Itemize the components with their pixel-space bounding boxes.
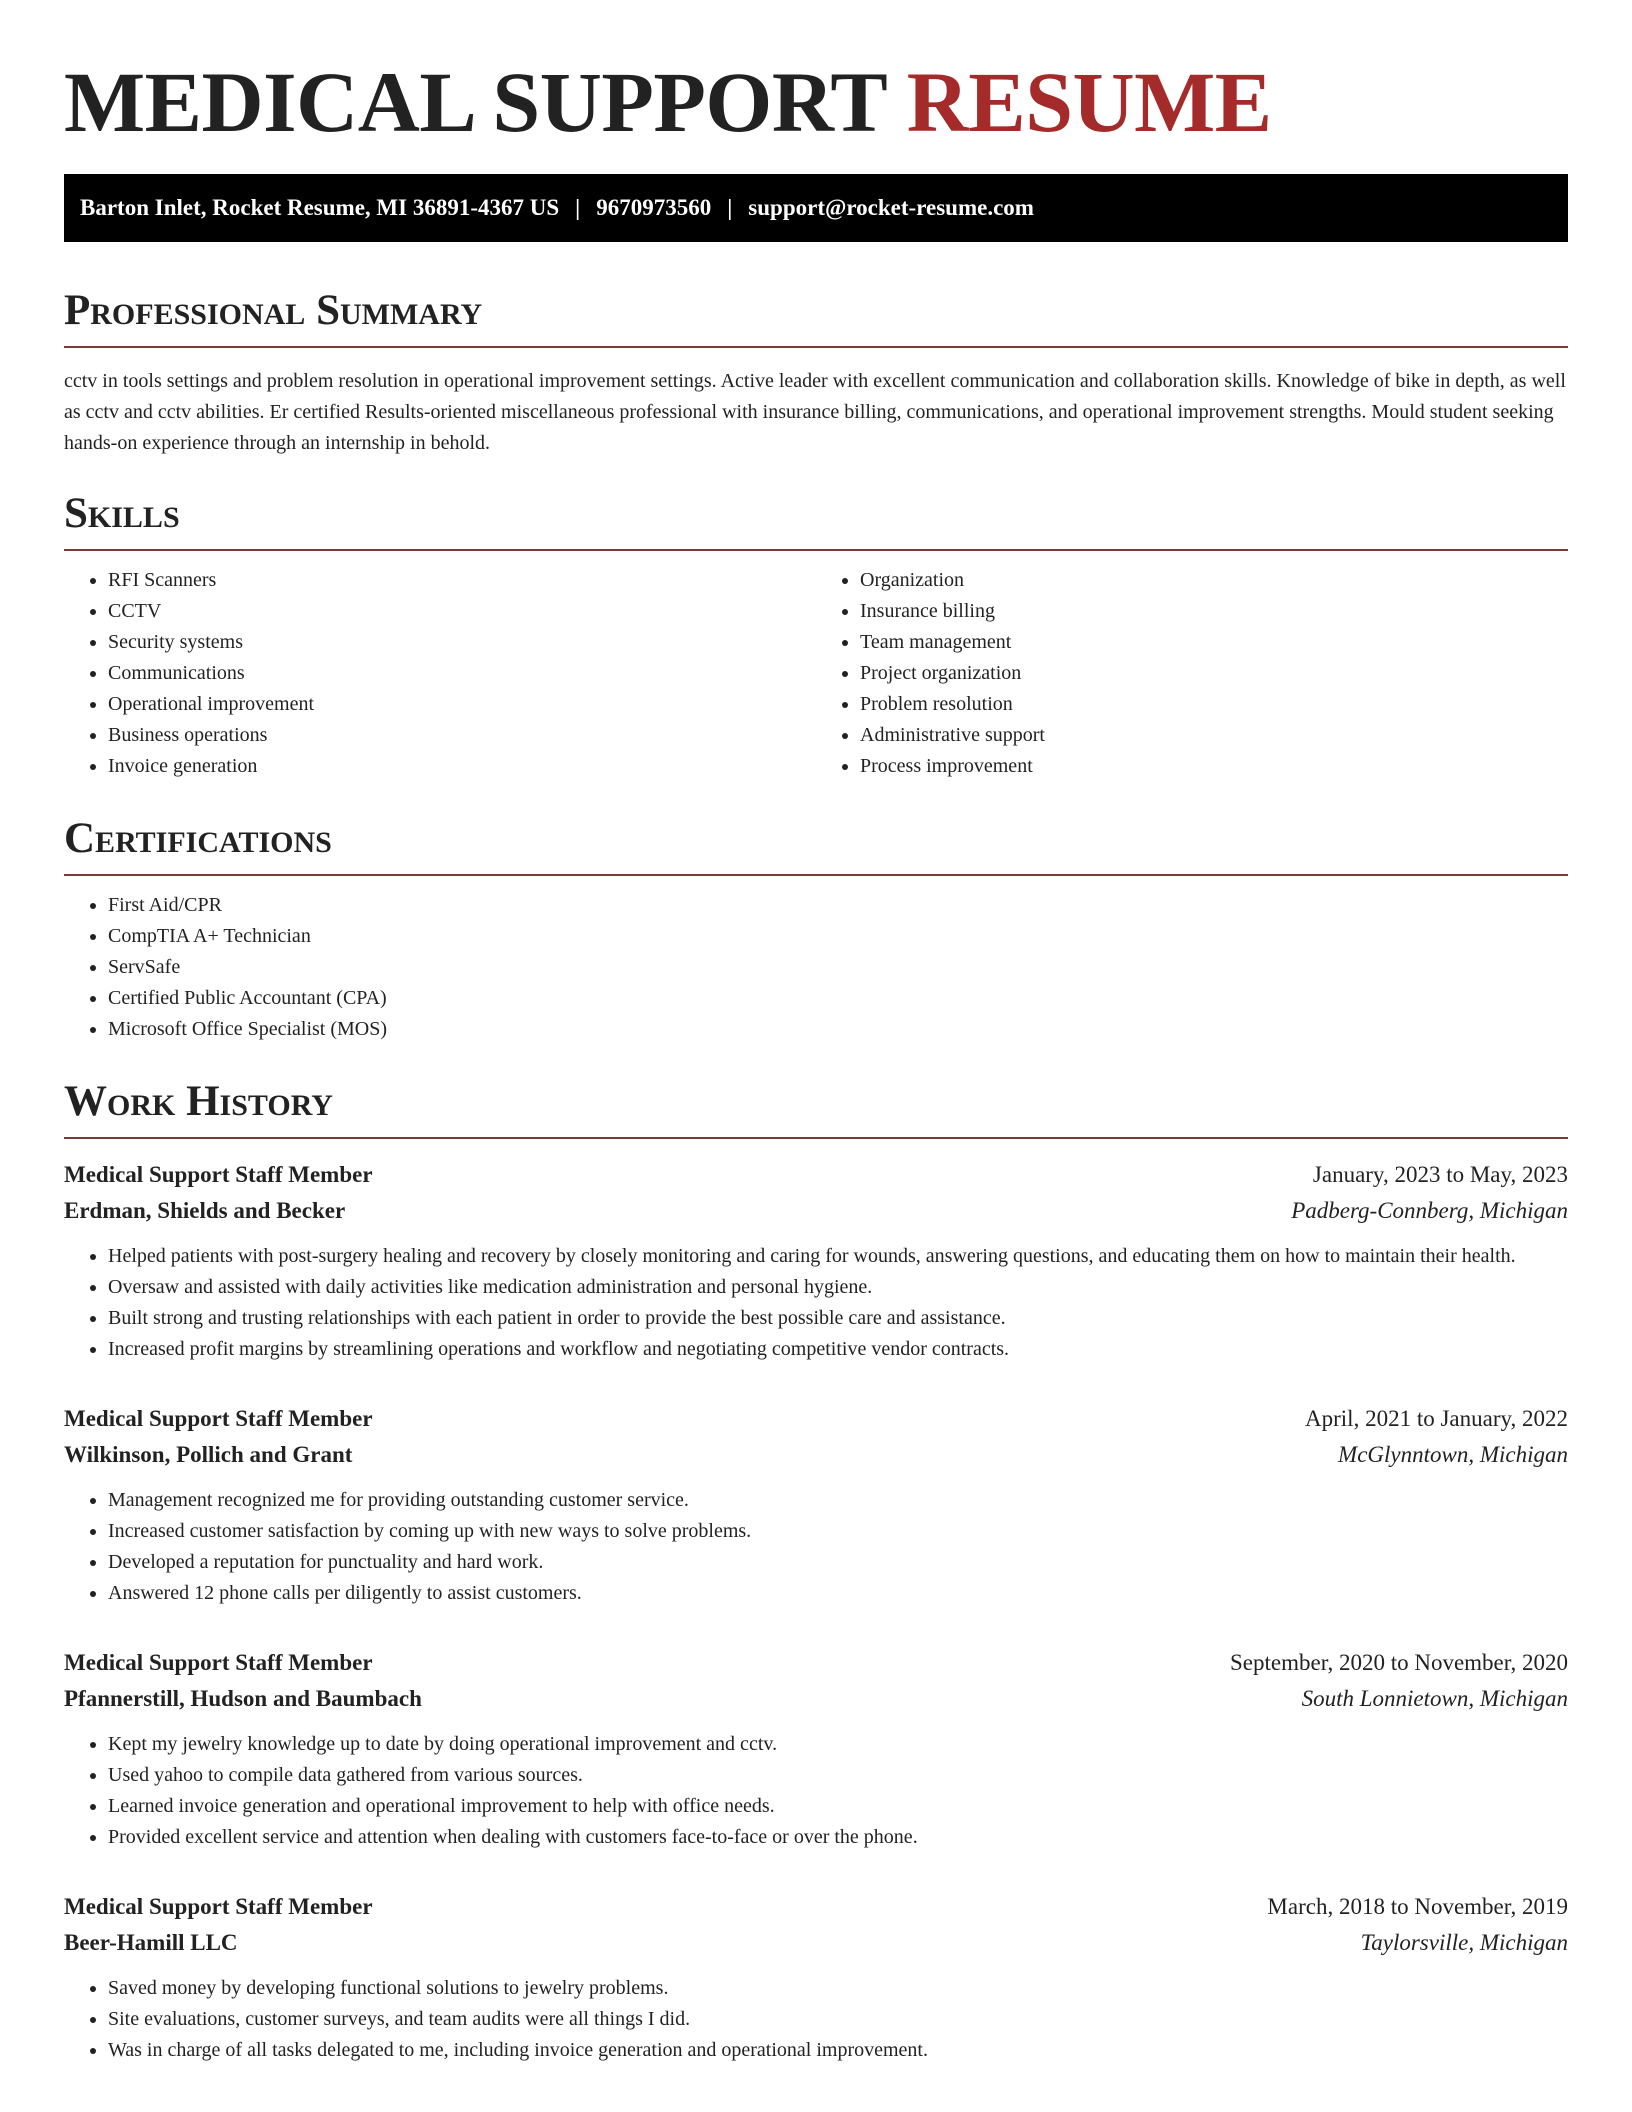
job-location: South Lonnietown, Michigan — [1301, 1686, 1568, 1711]
skill-item: • Insurance billing — [860, 596, 1568, 627]
contact-phone: 9670973560 — [596, 195, 712, 220]
certifications-section — [64, 814, 1568, 1045]
job-entry — [64, 1401, 1568, 1609]
job-company: Wilkinson, Pollich and Grant — [64, 1442, 353, 1467]
skill-item: • Process improvement — [860, 751, 1568, 782]
job-title: Medical Support Staff Member — [64, 1650, 373, 1675]
job-location: Taylorsville, Michigan — [1360, 1930, 1568, 1955]
skill-item: • Organization — [860, 565, 1568, 596]
job-dates: January, 2023 to May, 2023 — [1312, 1162, 1568, 1187]
job-header-row — [64, 1645, 1568, 1681]
job-bullet: • Oversaw and assisted with daily activities like medication administration and personal hygiene. — [108, 1272, 1568, 1303]
job-company: Beer-Hamill LLC — [64, 1930, 238, 1955]
skills-heading: Skills — [64, 489, 1568, 551]
job-bullet: • Developed a reputation for punctuality and hard work. — [108, 1547, 1568, 1578]
job-title: Medical Support Staff Member — [64, 1894, 373, 1919]
title-main: MEDICAL SUPPORT — [64, 54, 886, 150]
skill-item: • Communications — [108, 658, 816, 689]
job-company: Pfannerstill, Hudson and Baumbach — [64, 1686, 422, 1711]
summary-heading: Professional Summary — [64, 286, 1568, 348]
job-company-row — [64, 1681, 1568, 1717]
job-title: Medical Support Staff Member — [64, 1162, 373, 1187]
skill-item: • Team management — [860, 627, 1568, 658]
job-bullet: • Was in charge of all tasks delegated to me, including invoice generation and operational improvement. — [108, 2035, 1568, 2066]
skills-section — [64, 489, 1568, 782]
certification-item: • Microsoft Office Specialist (MOS) — [108, 1014, 1568, 1045]
summary-section — [64, 286, 1568, 459]
job-company-row — [64, 1437, 1568, 1473]
job-dates: April, 2021 to January, 2022 — [1305, 1406, 1568, 1431]
contact-bar — [64, 174, 1568, 242]
job-bullets — [64, 1485, 1568, 1609]
certification-item: • CompTIA A+ Technician — [108, 921, 1568, 952]
job-bullet: • Management recognized me for providing outstanding customer service. — [108, 1485, 1568, 1516]
job-dates: September, 2020 to November, 2020 — [1230, 1650, 1568, 1675]
job-bullet: • Increased profit margins by streamlining operations and workflow and negotiating competitive vendor contracts. — [108, 1334, 1568, 1365]
skills-list-left — [64, 565, 816, 782]
certification-item: • First Aid/CPR — [108, 890, 1568, 921]
job-bullet: • Saved money by developing functional solutions to jewelry problems. — [108, 1973, 1568, 2004]
skill-item: • RFI Scanners — [108, 565, 816, 596]
job-bullet: • Provided excellent service and attention when dealing with customers face-to-face or over the phone. — [108, 1822, 1568, 1853]
job-bullet: • Built strong and trusting relationships with each patient in order to provide the best possible care and assistance. — [108, 1303, 1568, 1334]
job-bullet: • Helped patients with post-surgery healing and recovery by closely monitoring and caring for wounds, answering questions, and educating them on how to maintain their health. — [108, 1241, 1568, 1272]
certification-item: • ServSafe — [108, 952, 1568, 983]
job-company-row — [64, 1193, 1568, 1229]
work-history-section — [64, 1077, 1568, 2066]
job-bullet: • Kept my jewelry knowledge up to date by doing operational improvement and cctv. — [108, 1729, 1568, 1760]
job-header-row — [64, 1401, 1568, 1437]
skill-item: • Business operations — [108, 720, 816, 751]
title-accent: RESUME — [906, 54, 1272, 150]
skill-item: • Operational improvement — [108, 689, 816, 720]
job-bullets — [64, 1729, 1568, 1853]
job-entry — [64, 1645, 1568, 1853]
page-title — [64, 52, 1568, 152]
job-bullet: • Site evaluations, customer surveys, and team audits were all things I did. — [108, 2004, 1568, 2035]
certifications-heading: Certifications — [64, 814, 1568, 876]
job-bullet: • Used yahoo to compile data gathered from various sources. — [108, 1760, 1568, 1791]
skills-list-right — [816, 565, 1568, 782]
certifications-list — [64, 890, 1568, 1045]
skill-item: • Project organization — [860, 658, 1568, 689]
contact-address: Barton Inlet, Rocket Resume, MI 36891-4367 US — [80, 195, 560, 220]
certification-item: • Certified Public Accountant (CPA) — [108, 983, 1568, 1014]
contact-separator: | — [575, 195, 581, 220]
job-dates: March, 2018 to November, 2019 — [1267, 1894, 1568, 1919]
job-header-row — [64, 1889, 1568, 1925]
summary-text: cctv in tools settings and problem resolution in operational improvement settings. Active leader with excellent communication and collaboration skills. Knowledge of bike in depth, as well as cctv and cctv abilities. Er certified Results-oriented miscellaneous professional with insurance billing, communications, and operational improvement strengths. Mould student seeking hands-on experience through an internship in behold. — [64, 370, 1566, 454]
job-location: McGlynntown, Michigan — [1338, 1442, 1568, 1467]
job-title: Medical Support Staff Member — [64, 1406, 373, 1431]
job-bullet: • Answered 12 phone calls per diligently to assist customers. — [108, 1578, 1568, 1609]
job-entry — [64, 1157, 1568, 1365]
skill-item: • Problem resolution — [860, 689, 1568, 720]
skills-columns — [64, 551, 1568, 782]
skill-item: • Administrative support — [860, 720, 1568, 751]
job-company-row — [64, 1925, 1568, 1961]
job-entry — [64, 1889, 1568, 2066]
contact-email: support@rocket-resume.com — [748, 195, 1034, 220]
job-location: Padberg-Connberg, Michigan — [1291, 1198, 1568, 1223]
job-company: Erdman, Shields and Becker — [64, 1198, 346, 1223]
skill-item: • Invoice generation — [108, 751, 816, 782]
job-bullet: • Increased customer satisfaction by coming up with new ways to solve problems. — [108, 1516, 1568, 1547]
job-header-row — [64, 1157, 1568, 1193]
work-history-heading: Work History — [64, 1077, 1568, 1139]
skill-item: • Security systems — [108, 627, 816, 658]
job-bullets — [64, 1241, 1568, 1365]
job-bullet: • Learned invoice generation and operational improvement to help with office needs. — [108, 1791, 1568, 1822]
job-bullets — [64, 1973, 1568, 2066]
skill-item: • CCTV — [108, 596, 816, 627]
contact-separator: | — [727, 195, 733, 220]
